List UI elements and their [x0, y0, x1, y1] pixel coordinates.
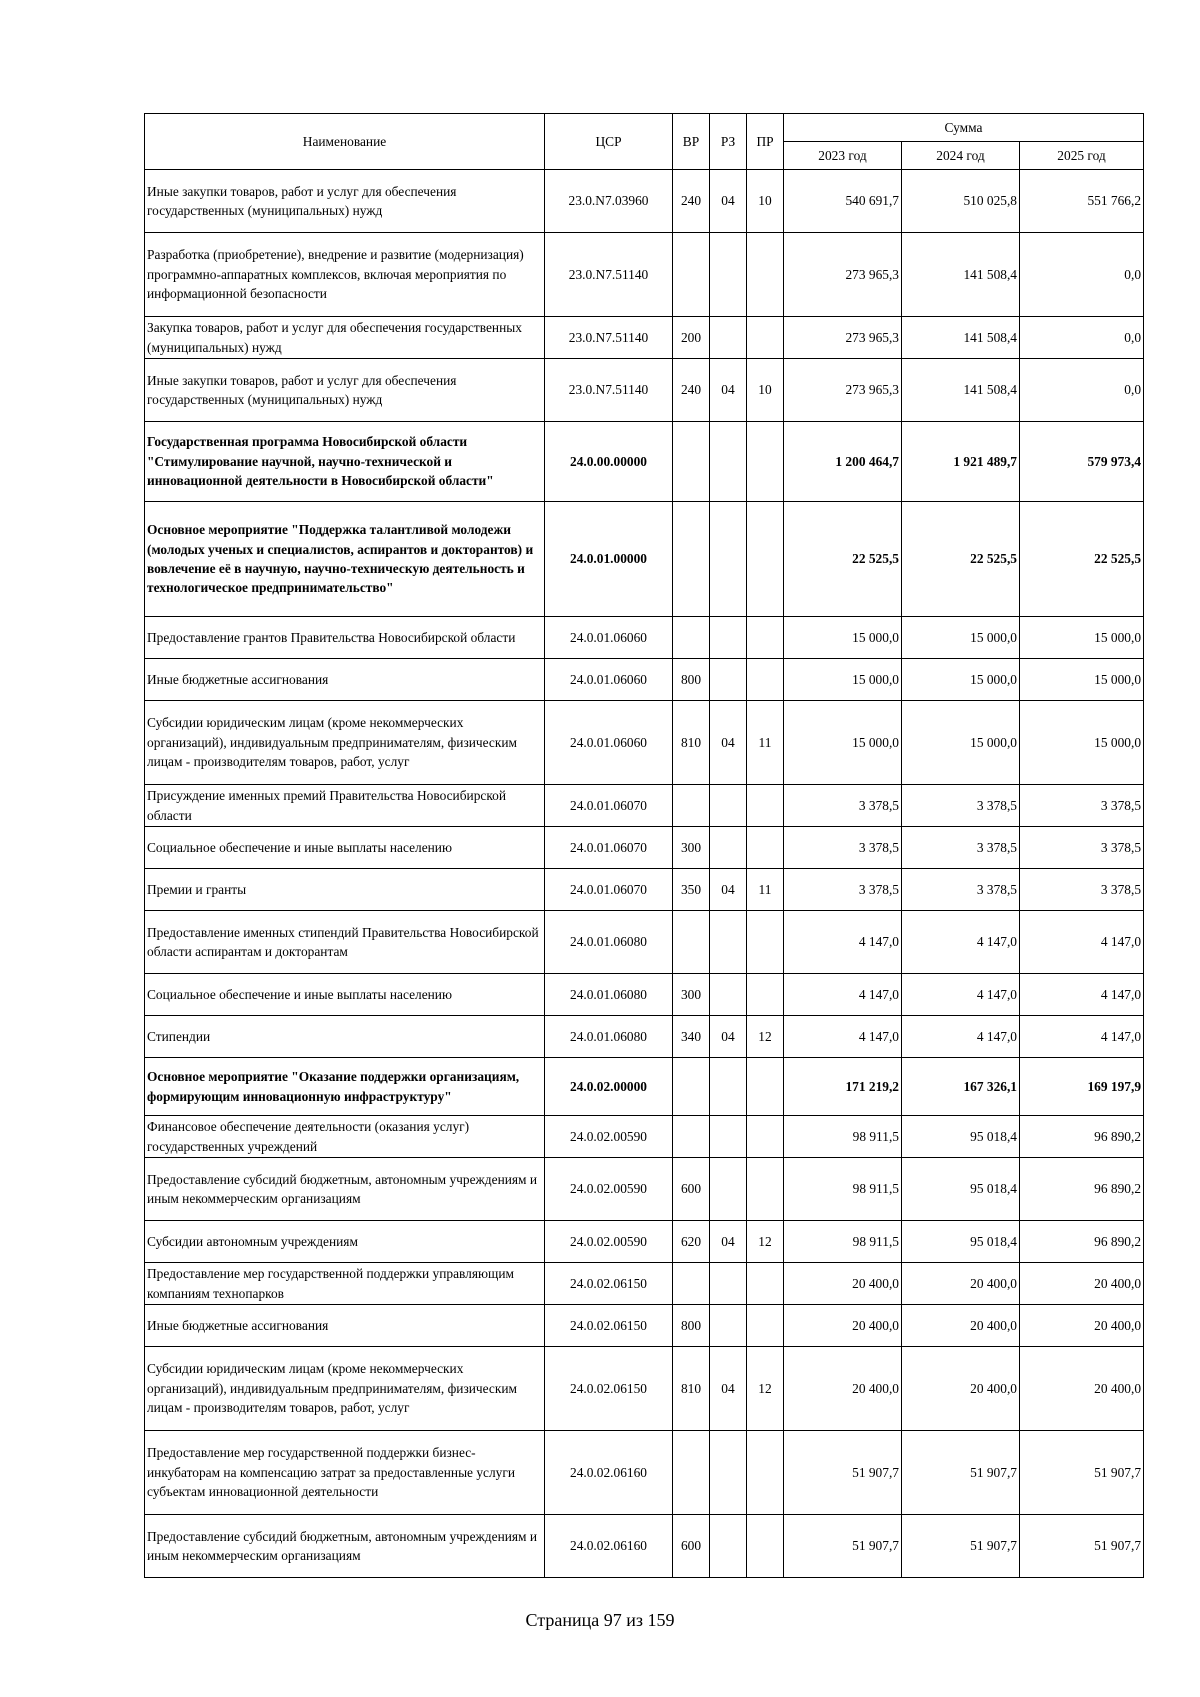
row-csr: 24.0.02.06150: [545, 1305, 673, 1347]
row-rz: 04: [710, 1221, 747, 1263]
row-csr: 24.0.01.06060: [545, 617, 673, 659]
row-csr: 23.0.N7.51140: [545, 317, 673, 359]
row-name: Присуждение именных премий Правительства Новосибирской области: [145, 785, 545, 827]
row-name: Предоставление мер государственной поддержки бизнес-инкубаторам на компенсацию затрат за предоставленные услуги субъектам инновационной деятельности: [145, 1431, 545, 1515]
row-sum-2023: 273 965,3: [784, 359, 902, 422]
row-csr: 23.0.N7.03960: [545, 170, 673, 233]
row-vr: 240: [673, 359, 710, 422]
table-row: [145, 1431, 1144, 1515]
row-sum-2025: 3 378,5: [1020, 869, 1144, 911]
row-name: Предоставление грантов Правительства Новосибирской области: [145, 617, 545, 659]
row-vr: [673, 1058, 710, 1116]
row-vr: [673, 911, 710, 974]
row-sum-2023: 3 378,5: [784, 869, 902, 911]
row-sum-2023: 98 911,5: [784, 1158, 902, 1221]
row-name: Иные бюджетные ассигнования: [145, 1305, 545, 1347]
row-csr: 24.0.01.06060: [545, 659, 673, 701]
row-sum-2025: 22 525,5: [1020, 502, 1144, 617]
row-name: Предоставление именных стипендий Правительства Новосибирской области аспирантам и докторантам: [145, 911, 545, 974]
row-rz: 04: [710, 1347, 747, 1431]
row-sum-2023: 98 911,5: [784, 1221, 902, 1263]
table-row: [145, 1305, 1144, 1347]
row-name: Предоставление мер государственной поддержки управляющим компаниям технопарков: [145, 1263, 545, 1305]
row-sum-2024: 95 018,4: [902, 1116, 1020, 1158]
row-csr: 24.0.01.06080: [545, 911, 673, 974]
row-pr: [747, 422, 784, 502]
row-vr: [673, 617, 710, 659]
row-sum-2025: 0,0: [1020, 233, 1144, 317]
row-csr: 24.0.02.06160: [545, 1515, 673, 1578]
table-row: [145, 1263, 1144, 1305]
header-year-2023: 2023 год: [784, 142, 902, 170]
row-vr: [673, 422, 710, 502]
header-rz: РЗ: [710, 114, 747, 170]
row-sum-2024: 20 400,0: [902, 1263, 1020, 1305]
row-rz: [710, 659, 747, 701]
header-csr: ЦСР: [545, 114, 673, 170]
table-row: [145, 317, 1144, 359]
row-pr: [747, 911, 784, 974]
row-sum-2025: 3 378,5: [1020, 827, 1144, 869]
row-name: Основное мероприятие "Поддержка талантливой молодежи (молодых ученых и специалистов, аспирантов и докторантов) и вовлечение её в научную, научно-техническую деятельность и технологическое предпринимательство": [145, 502, 545, 617]
row-vr: 600: [673, 1515, 710, 1578]
row-csr: 24.0.02.00000: [545, 1058, 673, 1116]
row-pr: [747, 1305, 784, 1347]
table-row: [145, 1016, 1144, 1058]
table-row: [145, 502, 1144, 617]
row-sum-2024: 141 508,4: [902, 233, 1020, 317]
row-csr: 24.0.01.00000: [545, 502, 673, 617]
row-name: Государственная программа Новосибирской области "Стимулирование научной, научно-технической и инновационной деятельности в Новосибирской области": [145, 422, 545, 502]
row-sum-2024: 51 907,7: [902, 1431, 1020, 1515]
row-pr: 10: [747, 359, 784, 422]
row-rz: [710, 911, 747, 974]
row-pr: [747, 617, 784, 659]
row-csr: 23.0.N7.51140: [545, 359, 673, 422]
row-pr: 11: [747, 701, 784, 785]
row-rz: 04: [710, 869, 747, 911]
row-vr: [673, 1431, 710, 1515]
row-csr: 23.0.N7.51140: [545, 233, 673, 317]
row-sum-2024: 4 147,0: [902, 974, 1020, 1016]
row-vr: 350: [673, 869, 710, 911]
row-pr: [747, 1058, 784, 1116]
row-sum-2025: 96 890,2: [1020, 1158, 1144, 1221]
header-year-2025: 2025 год: [1020, 142, 1144, 170]
row-name: Субсидии автономным учреждениям: [145, 1221, 545, 1263]
table-row: [145, 617, 1144, 659]
row-csr: 24.0.02.00590: [545, 1221, 673, 1263]
row-sum-2025: 15 000,0: [1020, 617, 1144, 659]
row-csr: 24.0.02.06160: [545, 1431, 673, 1515]
row-pr: [747, 827, 784, 869]
table-row: [145, 422, 1144, 502]
row-rz: [710, 1263, 747, 1305]
row-sum-2024: 510 025,8: [902, 170, 1020, 233]
row-vr: [673, 1263, 710, 1305]
row-csr: 24.0.01.06080: [545, 974, 673, 1016]
row-name: Иные закупки товаров, работ и услуг для обеспечения государственных (муниципальных) нужд: [145, 359, 545, 422]
table-row: [145, 701, 1144, 785]
row-pr: [747, 1515, 784, 1578]
row-sum-2025: 4 147,0: [1020, 911, 1144, 974]
table-row: [145, 911, 1144, 974]
row-rz: [710, 827, 747, 869]
row-pr: [747, 785, 784, 827]
row-vr: 300: [673, 974, 710, 1016]
row-pr: [747, 1158, 784, 1221]
row-sum-2025: 579 973,4: [1020, 422, 1144, 502]
row-rz: [710, 1158, 747, 1221]
row-sum-2024: 95 018,4: [902, 1158, 1020, 1221]
row-csr: 24.0.01.06070: [545, 785, 673, 827]
table-row: [145, 974, 1144, 1016]
row-sum-2023: 98 911,5: [784, 1116, 902, 1158]
row-sum-2025: 20 400,0: [1020, 1347, 1144, 1431]
row-sum-2023: 4 147,0: [784, 974, 902, 1016]
row-sum-2023: 1 200 464,7: [784, 422, 902, 502]
row-name: Премии и гранты: [145, 869, 545, 911]
row-pr: 12: [747, 1347, 784, 1431]
table-body: [145, 170, 1144, 1578]
row-csr: 24.0.01.06080: [545, 1016, 673, 1058]
row-sum-2025: 4 147,0: [1020, 1016, 1144, 1058]
row-sum-2024: 3 378,5: [902, 869, 1020, 911]
row-name: Социальное обеспечение и иные выплаты населению: [145, 974, 545, 1016]
row-name: Субсидии юридическим лицам (кроме некоммерческих организаций), индивидуальным предпринимателям, физическим лицам - производителям товаров, работ, услуг: [145, 701, 545, 785]
row-vr: 800: [673, 659, 710, 701]
table-row: [145, 233, 1144, 317]
row-sum-2023: 3 378,5: [784, 785, 902, 827]
row-name: Финансовое обеспечение деятельности (оказания услуг) государственных учреждений: [145, 1116, 545, 1158]
page-number: Страница 97 из 159: [525, 1610, 675, 1630]
row-rz: 04: [710, 359, 747, 422]
row-vr: [673, 1116, 710, 1158]
row-sum-2025: 169 197,9: [1020, 1058, 1144, 1116]
row-sum-2024: 95 018,4: [902, 1221, 1020, 1263]
row-pr: [747, 1116, 784, 1158]
row-sum-2023: 171 219,2: [784, 1058, 902, 1116]
row-csr: 24.0.02.06150: [545, 1347, 673, 1431]
row-sum-2023: 20 400,0: [784, 1347, 902, 1431]
row-name: Основное мероприятие "Оказание поддержки организациям, формирующим инновационную инфраструктуру": [145, 1058, 545, 1116]
table-row: [145, 785, 1144, 827]
row-rz: 04: [710, 1016, 747, 1058]
row-rz: 04: [710, 170, 747, 233]
header-sum: Сумма: [784, 114, 1144, 142]
row-sum-2023: 51 907,7: [784, 1515, 902, 1578]
row-pr: [747, 317, 784, 359]
row-vr: [673, 502, 710, 617]
row-rz: [710, 1305, 747, 1347]
row-vr: 340: [673, 1016, 710, 1058]
table-row: [145, 1221, 1144, 1263]
row-sum-2025: 0,0: [1020, 317, 1144, 359]
row-sum-2023: 273 965,3: [784, 233, 902, 317]
row-sum-2024: 141 508,4: [902, 359, 1020, 422]
row-sum-2023: 3 378,5: [784, 827, 902, 869]
row-pr: [747, 502, 784, 617]
row-sum-2023: 15 000,0: [784, 701, 902, 785]
table-row: [145, 827, 1144, 869]
row-sum-2023: 540 691,7: [784, 170, 902, 233]
row-vr: 620: [673, 1221, 710, 1263]
row-pr: [747, 233, 784, 317]
row-rz: [710, 1058, 747, 1116]
row-pr: 11: [747, 869, 784, 911]
row-sum-2025: 96 890,2: [1020, 1221, 1144, 1263]
row-name: Субсидии юридическим лицам (кроме некоммерческих организаций), индивидуальным предпринимателям, физическим лицам - производителям товаров, работ, услуг: [145, 1347, 545, 1431]
row-sum-2023: 20 400,0: [784, 1263, 902, 1305]
row-vr: 810: [673, 701, 710, 785]
table-row: [145, 170, 1144, 233]
row-sum-2024: 1 921 489,7: [902, 422, 1020, 502]
table-row: [145, 869, 1144, 911]
row-rz: [710, 617, 747, 659]
row-sum-2024: 167 326,1: [902, 1058, 1020, 1116]
row-name: Предоставление субсидий бюджетным, автономным учреждениям и иным некоммерческим организациям: [145, 1158, 545, 1221]
row-name: Социальное обеспечение и иные выплаты населению: [145, 827, 545, 869]
row-sum-2024: 51 907,7: [902, 1515, 1020, 1578]
row-sum-2025: 15 000,0: [1020, 701, 1144, 785]
row-name: Стипендии: [145, 1016, 545, 1058]
row-sum-2023: 4 147,0: [784, 911, 902, 974]
table-row: [145, 659, 1144, 701]
row-sum-2023: 15 000,0: [784, 617, 902, 659]
row-sum-2023: 22 525,5: [784, 502, 902, 617]
row-sum-2025: 3 378,5: [1020, 785, 1144, 827]
row-vr: 200: [673, 317, 710, 359]
row-name: Иные бюджетные ассигнования: [145, 659, 545, 701]
row-rz: [710, 974, 747, 1016]
row-pr: 12: [747, 1016, 784, 1058]
row-vr: 300: [673, 827, 710, 869]
row-sum-2023: 4 147,0: [784, 1016, 902, 1058]
row-sum-2023: 51 907,7: [784, 1431, 902, 1515]
row-pr: 12: [747, 1221, 784, 1263]
row-vr: 240: [673, 170, 710, 233]
row-csr: 24.0.02.06150: [545, 1263, 673, 1305]
row-sum-2025: 551 766,2: [1020, 170, 1144, 233]
row-name: Закупка товаров, работ и услуг для обеспечения государственных (муниципальных) нужд: [145, 317, 545, 359]
table-row: [145, 1058, 1144, 1116]
header-year-2024: 2024 год: [902, 142, 1020, 170]
row-rz: [710, 317, 747, 359]
table-row: [145, 1347, 1144, 1431]
row-sum-2024: 15 000,0: [902, 701, 1020, 785]
row-sum-2025: 20 400,0: [1020, 1305, 1144, 1347]
row-csr: 24.0.02.00590: [545, 1158, 673, 1221]
row-rz: [710, 1431, 747, 1515]
header-pr: ПР: [747, 114, 784, 170]
row-sum-2024: 15 000,0: [902, 617, 1020, 659]
row-rz: [710, 785, 747, 827]
header-vr: ВР: [673, 114, 710, 170]
row-sum-2023: 15 000,0: [784, 659, 902, 701]
row-sum-2024: 4 147,0: [902, 911, 1020, 974]
row-sum-2024: 141 508,4: [902, 317, 1020, 359]
row-sum-2025: 20 400,0: [1020, 1263, 1144, 1305]
row-name: Предоставление субсидий бюджетным, автономным учреждениям и иным некоммерческим организациям: [145, 1515, 545, 1578]
row-sum-2024: 22 525,5: [902, 502, 1020, 617]
row-sum-2025: 0,0: [1020, 359, 1144, 422]
row-sum-2024: 4 147,0: [902, 1016, 1020, 1058]
row-vr: 800: [673, 1305, 710, 1347]
row-rz: [710, 502, 747, 617]
row-rz: [710, 422, 747, 502]
row-pr: [747, 1263, 784, 1305]
row-csr: 24.0.02.00590: [545, 1116, 673, 1158]
row-sum-2024: 3 378,5: [902, 827, 1020, 869]
row-pr: [747, 659, 784, 701]
table-row: [145, 1158, 1144, 1221]
row-sum-2024: 20 400,0: [902, 1347, 1020, 1431]
row-pr: 10: [747, 170, 784, 233]
row-name: Разработка (приобретение), внедрение и развитие (модернизация) программно-аппаратных комплексов, включая мероприятия по информационной безопасности: [145, 233, 545, 317]
row-rz: [710, 1515, 747, 1578]
row-vr: [673, 785, 710, 827]
row-sum-2024: 20 400,0: [902, 1305, 1020, 1347]
row-csr: 24.0.01.06070: [545, 869, 673, 911]
row-csr: 24.0.01.06070: [545, 827, 673, 869]
row-name: Иные закупки товаров, работ и услуг для обеспечения государственных (муниципальных) нужд: [145, 170, 545, 233]
row-csr: 24.0.00.00000: [545, 422, 673, 502]
row-sum-2025: 4 147,0: [1020, 974, 1144, 1016]
row-vr: 600: [673, 1158, 710, 1221]
table-row: [145, 1116, 1144, 1158]
row-sum-2025: 96 890,2: [1020, 1116, 1144, 1158]
row-pr: [747, 974, 784, 1016]
row-sum-2025: 51 907,7: [1020, 1515, 1144, 1578]
row-vr: [673, 233, 710, 317]
row-sum-2025: 15 000,0: [1020, 659, 1144, 701]
row-rz: [710, 1116, 747, 1158]
row-sum-2023: 273 965,3: [784, 317, 902, 359]
row-sum-2024: 3 378,5: [902, 785, 1020, 827]
budget-table: [144, 113, 1144, 1578]
table-row: [145, 359, 1144, 422]
row-sum-2024: 15 000,0: [902, 659, 1020, 701]
row-rz: 04: [710, 701, 747, 785]
row-sum-2025: 51 907,7: [1020, 1431, 1144, 1515]
row-pr: [747, 1431, 784, 1515]
row-vr: 810: [673, 1347, 710, 1431]
header-name: Наименование: [145, 114, 545, 170]
row-csr: 24.0.01.06060: [545, 701, 673, 785]
row-sum-2023: 20 400,0: [784, 1305, 902, 1347]
table-row: [145, 1515, 1144, 1578]
row-rz: [710, 233, 747, 317]
